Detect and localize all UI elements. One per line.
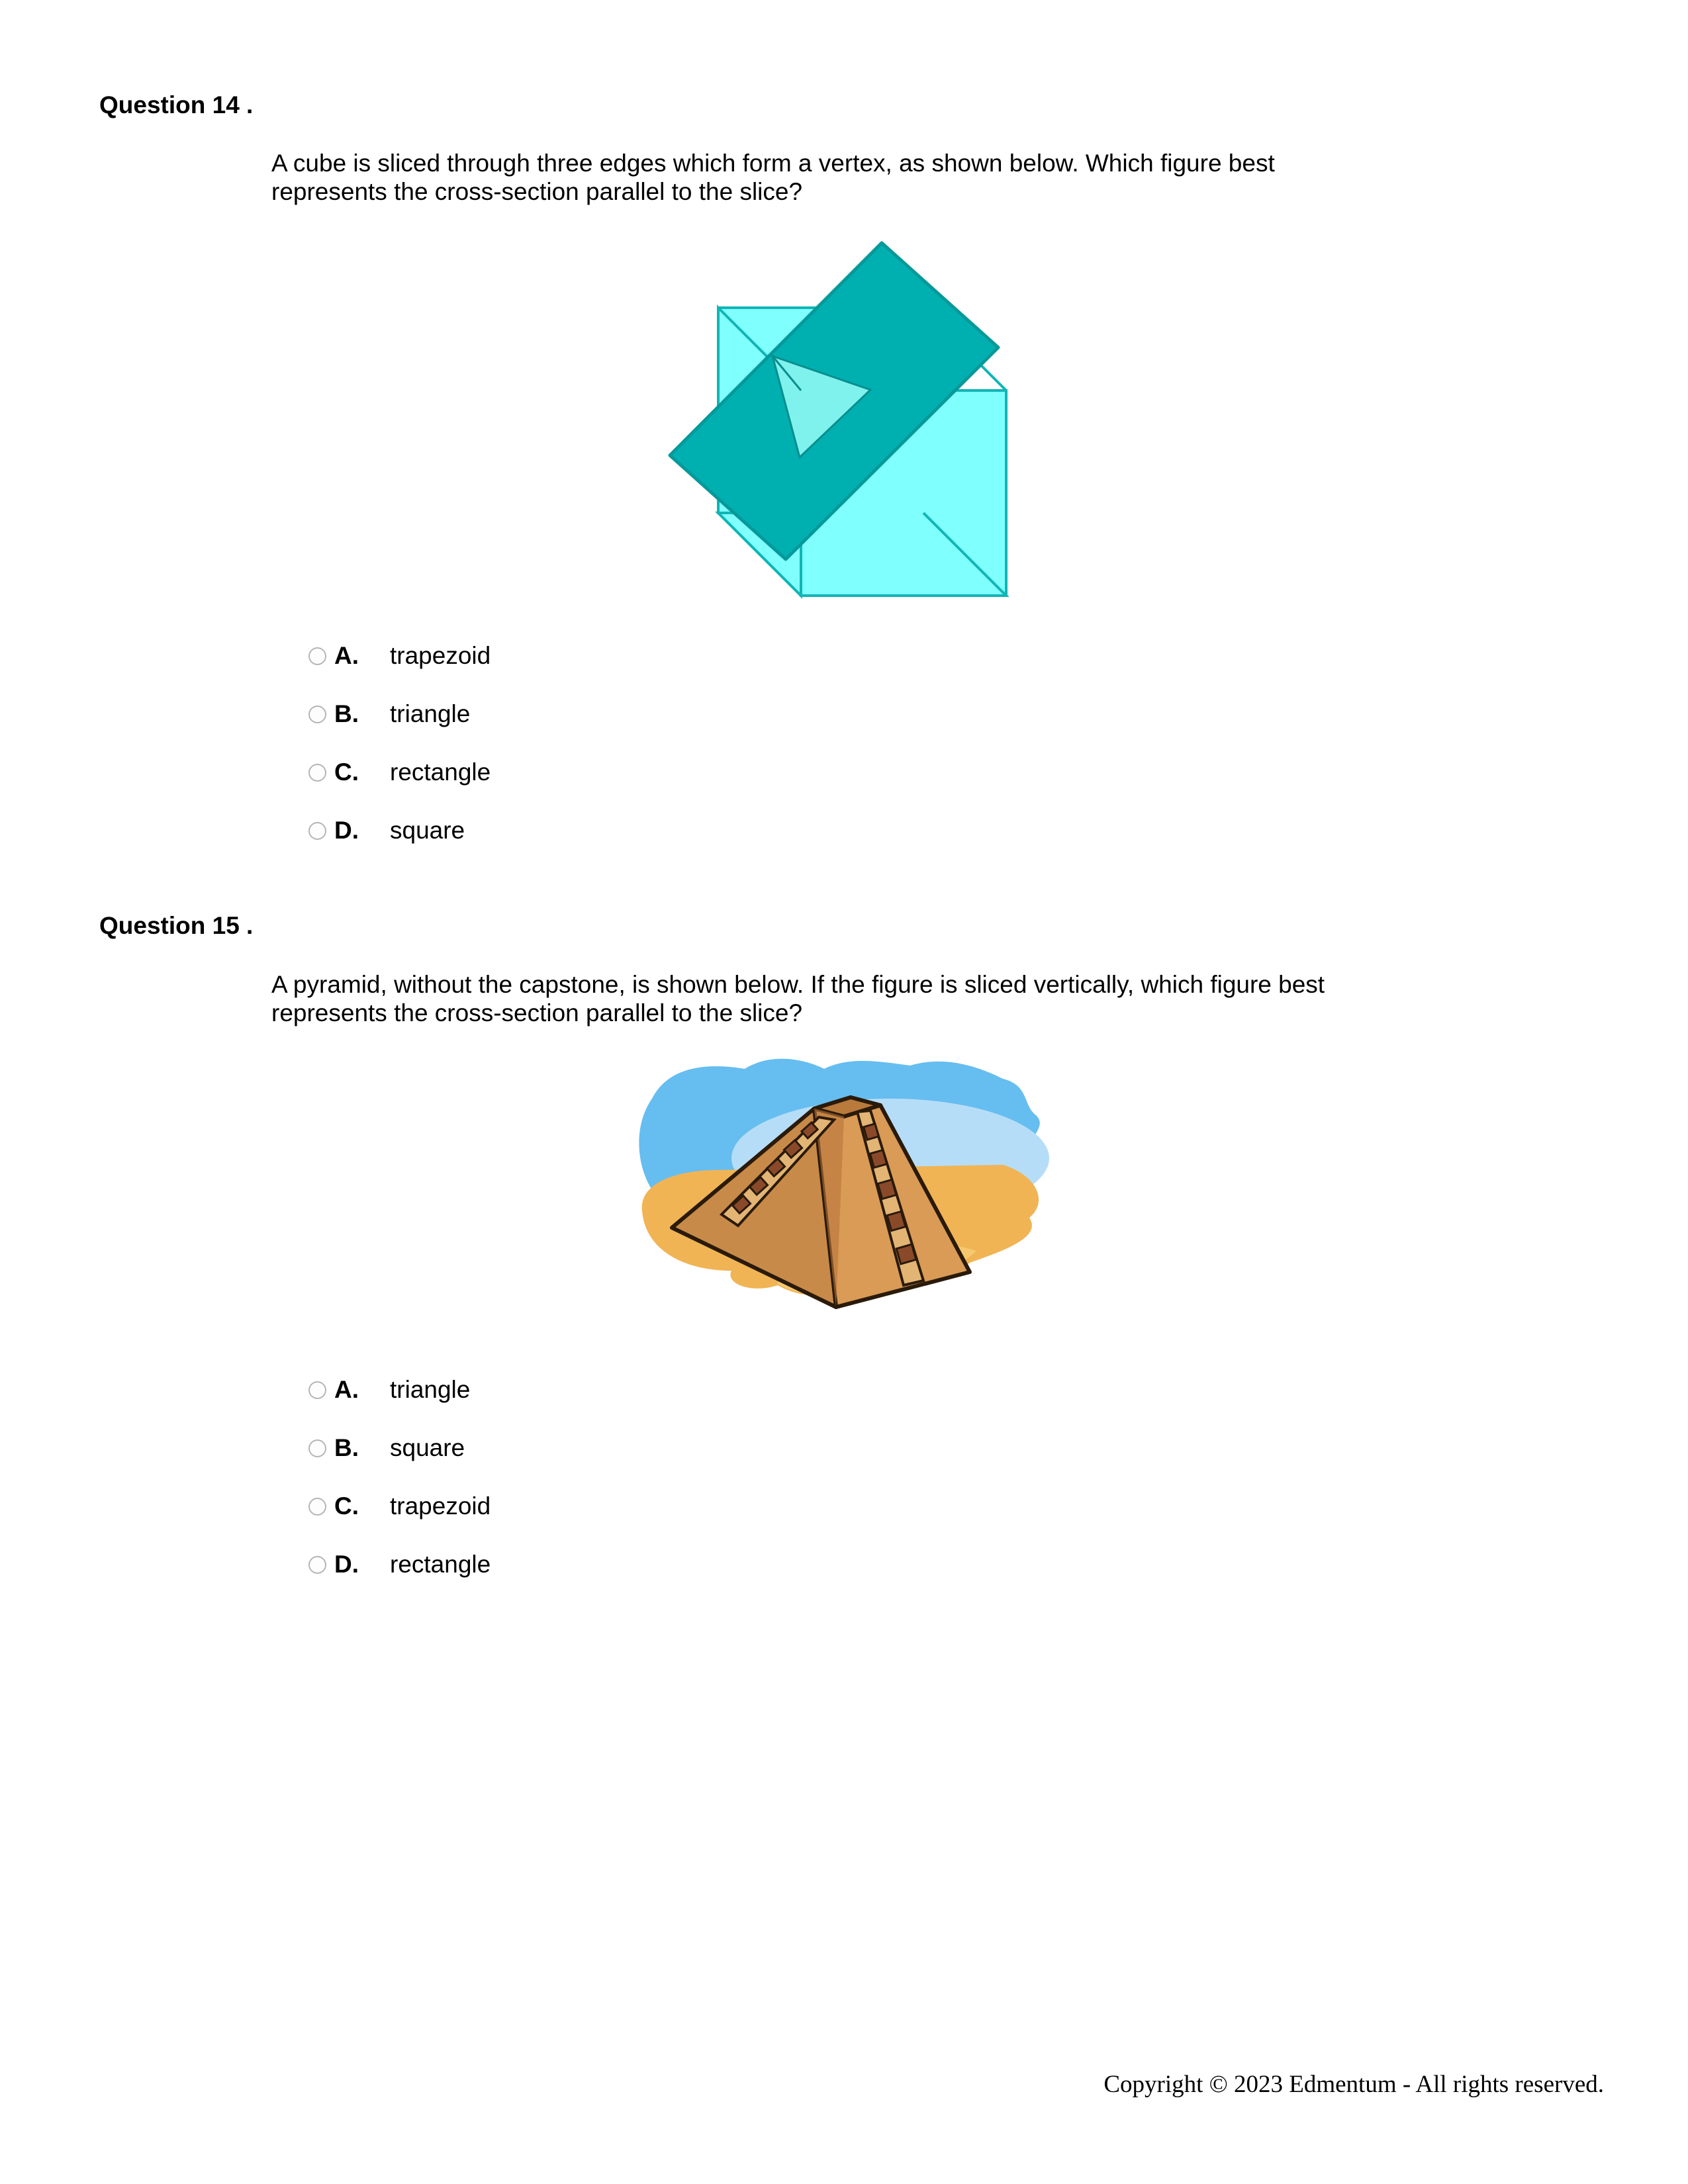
radio-button[interactable] xyxy=(308,822,326,840)
option-letter: A. xyxy=(334,642,359,669)
radio-button[interactable] xyxy=(308,1439,326,1457)
option-label: rectangle xyxy=(390,1551,491,1578)
question-text-line: represents the cross-section parallel to the slice? xyxy=(271,178,803,205)
answer-option-a[interactable] xyxy=(308,627,491,685)
answer-option-b[interactable] xyxy=(308,1419,491,1477)
answer-option-d[interactable] xyxy=(308,801,491,860)
option-letter: A. xyxy=(334,1376,359,1403)
pyramid-figure xyxy=(632,1052,1049,1337)
answer-option-d[interactable] xyxy=(308,1535,491,1594)
radio-button[interactable] xyxy=(308,1381,326,1399)
radio-button[interactable] xyxy=(308,705,326,723)
option-letter: B. xyxy=(334,1434,359,1461)
option-label: triangle xyxy=(390,1376,471,1403)
option-letter: D. xyxy=(334,1551,359,1578)
radio-button[interactable] xyxy=(308,1556,326,1574)
question-text xyxy=(271,970,1364,1027)
copyright-footer: Copyright © 2023 Edmentum - All rights reserved. xyxy=(1103,2071,1604,2098)
question-text xyxy=(271,149,1364,206)
radio-button[interactable] xyxy=(308,1498,326,1516)
question-text-line: A pyramid, without the capstone, is shown below. If the figure is sliced vertically, which figure best xyxy=(271,971,1325,998)
option-label: triangle xyxy=(390,700,471,727)
answer-option-a[interactable] xyxy=(308,1361,491,1419)
question-text-line: A cube is sliced through three edges which form a vertex, as shown below. Which figure best xyxy=(271,150,1275,177)
radio-button[interactable] xyxy=(308,764,326,782)
option-label: rectangle xyxy=(390,758,491,786)
option-label: square xyxy=(390,817,465,844)
option-letter: C. xyxy=(334,1492,359,1520)
sliced-cube-figure xyxy=(662,235,1033,606)
radio-button[interactable] xyxy=(308,647,326,665)
option-letter: C. xyxy=(334,758,359,786)
option-label: trapezoid xyxy=(390,1492,491,1520)
question-heading: Question 15 . xyxy=(99,912,254,939)
answer-option-b[interactable] xyxy=(308,685,491,743)
option-label: square xyxy=(390,1434,465,1461)
answer-options xyxy=(308,1361,491,1594)
option-letter: B. xyxy=(334,700,359,727)
answer-option-c[interactable] xyxy=(308,743,491,801)
question-text-line: represents the cross-section parallel to the slice? xyxy=(271,999,803,1026)
answer-options xyxy=(308,627,491,860)
option-label: trapezoid xyxy=(390,642,491,669)
option-letter: D. xyxy=(334,817,359,844)
question-heading: Question 14 . xyxy=(99,91,254,118)
answer-option-c[interactable] xyxy=(308,1477,491,1535)
